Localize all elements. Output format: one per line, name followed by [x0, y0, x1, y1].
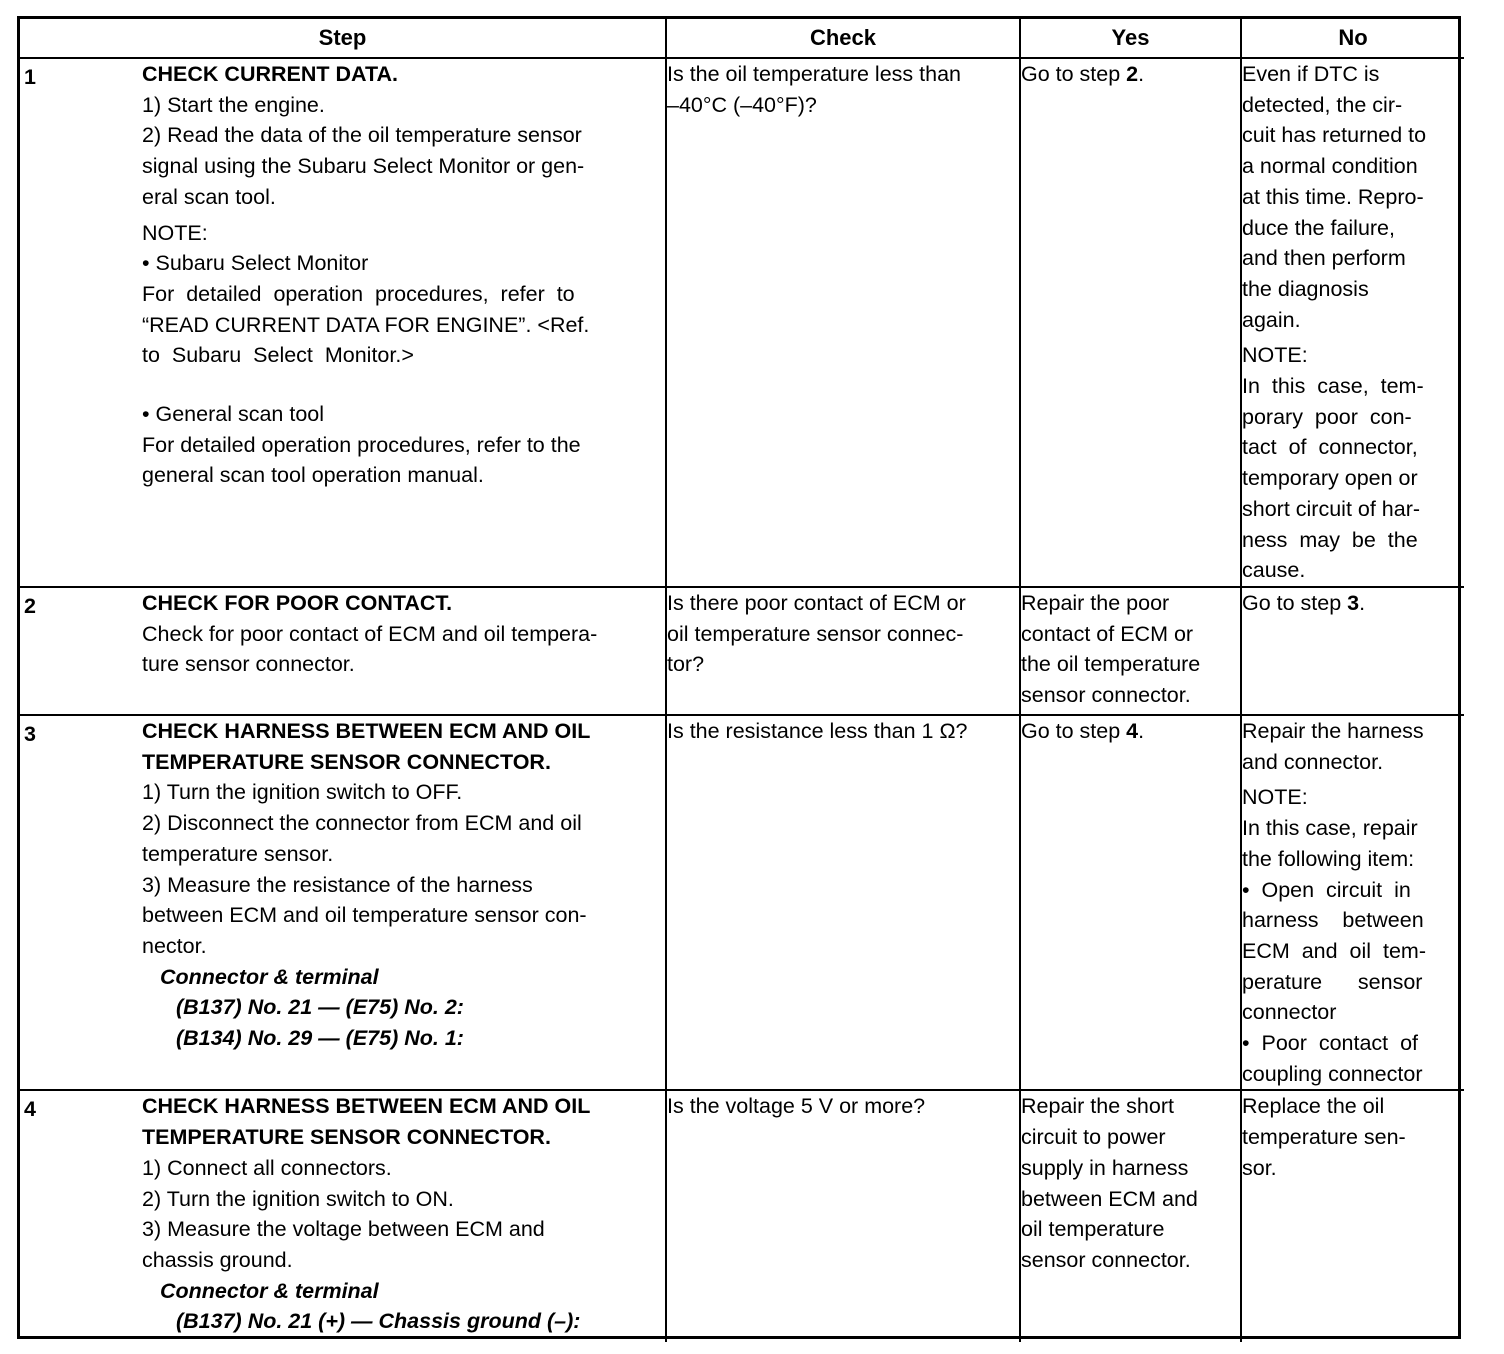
check-cell	[666, 58, 1020, 587]
yes-line: sensor connector.	[1021, 1247, 1191, 1272]
no-line: Repair the harness	[1242, 719, 1424, 743]
step-line: 1) Turn the ignition switch to OFF.	[142, 780, 463, 805]
header-no: No	[1241, 19, 1464, 58]
step-title: TEMPERATURE SENSOR CONNECTOR.	[142, 749, 551, 774]
yes-line: oil temperature	[1021, 1217, 1165, 1242]
diagnostic-table	[17, 16, 1461, 1339]
no-note-line: ness may be the	[1242, 527, 1418, 552]
no-note-line: temporary open or	[1242, 466, 1418, 491]
no-note-line: In this case, tem-	[1242, 374, 1424, 399]
step-number: 1	[24, 65, 36, 89]
yes-line: Repair the poor	[1021, 591, 1170, 615]
step-line: general scan tool operation manual.	[142, 463, 484, 488]
connector-terminal: (B137) No. 21 (+) — Chassis ground (–):	[176, 1309, 581, 1334]
step-line: 3) Measure the voltage between ECM and	[142, 1217, 545, 1242]
step-number: 3	[24, 722, 36, 746]
note-label: NOTE:	[1242, 343, 1308, 368]
table-row	[20, 1090, 1464, 1342]
header-step: Step	[20, 19, 666, 58]
yes-line: circuit to power	[1021, 1125, 1166, 1150]
step-title: CHECK HARNESS BETWEEN ECM AND OIL	[142, 1094, 591, 1119]
step-line: “READ CURRENT DATA FOR ENGINE”. <Ref.	[142, 312, 590, 337]
yes-line: the oil temperature	[1021, 652, 1201, 677]
step-line: eral scan tool.	[142, 184, 276, 209]
no-note-line: short circuit of har-	[1242, 496, 1421, 521]
yes-line: supply in harness	[1021, 1155, 1189, 1180]
no-action: Go to step 3.	[1242, 591, 1366, 615]
bullet-item: • Subaru Select Monitor	[142, 251, 369, 276]
yes-line: Repair the short	[1021, 1094, 1174, 1119]
no-note-line: In this case, repair	[1242, 816, 1418, 841]
step-line: 1) Start the engine.	[142, 92, 325, 117]
step-line: 3) Measure the resistance of the harness	[142, 872, 533, 897]
header-check: Check	[666, 19, 1020, 58]
check-line: Is the resistance less than 1 Ω?	[667, 719, 968, 743]
no-line: Even if DTC is	[1242, 62, 1380, 86]
yes-cell	[1020, 587, 1241, 715]
no-note-line: perature sensor	[1242, 969, 1423, 994]
no-note-line: porary poor con-	[1242, 404, 1412, 429]
no-note-line: coupling connector	[1242, 1061, 1423, 1086]
step-cell	[20, 587, 666, 715]
no-note-line: cause.	[1242, 558, 1306, 583]
no-line: and connector.	[1242, 749, 1384, 774]
no-note-line: ECM and oil tem-	[1242, 938, 1426, 963]
no-cell	[1241, 587, 1464, 715]
step-title: CHECK CURRENT DATA.	[142, 62, 398, 86]
step-cell	[20, 1090, 666, 1342]
no-line: Replace the oil	[1242, 1094, 1385, 1119]
step-number: 4	[24, 1097, 36, 1122]
step-line: between ECM and oil temperature sensor con-	[142, 903, 587, 928]
step-line: signal using the Subaru Select Monitor or gen-	[142, 154, 585, 179]
no-note-line: tact of connector,	[1242, 435, 1418, 460]
no-line: cuit has returned to	[1242, 123, 1427, 148]
check-cell	[666, 587, 1020, 715]
connector-title: Connector & terminal	[160, 1278, 379, 1303]
step-cell	[20, 715, 666, 1090]
no-note-line: • Open circuit in	[1242, 877, 1411, 902]
connector-terminal: (B137) No. 21 — (E75) No. 2:	[176, 995, 464, 1020]
yes-line: between ECM and	[1021, 1186, 1198, 1211]
no-line: temperature sen-	[1242, 1125, 1406, 1150]
check-line: Is the voltage 5 V or more?	[667, 1094, 926, 1119]
note-label: NOTE:	[142, 220, 208, 245]
check-line: tor?	[667, 652, 705, 677]
yes-line: sensor connector.	[1021, 683, 1191, 708]
header-row	[20, 19, 1464, 58]
yes-action: Go to step 4.	[1021, 719, 1145, 743]
yes-cell	[1020, 1090, 1241, 1342]
check-line: Is the oil temperature less than	[667, 62, 961, 86]
step-line: For detailed operation procedures, refer to the	[142, 432, 581, 457]
table-row	[20, 587, 1464, 715]
step-line: nector.	[142, 933, 207, 958]
step-line: For detailed operation procedures, refer to	[142, 281, 575, 306]
step-line: Check for poor contact of ECM and oil tempera-	[142, 621, 598, 646]
check-line: oil temperature sensor connec-	[667, 621, 964, 646]
no-line: sor.	[1242, 1155, 1277, 1180]
no-line: the diagnosis	[1242, 276, 1369, 301]
no-note-line: the following item:	[1242, 846, 1415, 871]
step-title: CHECK HARNESS BETWEEN ECM AND OIL	[142, 719, 591, 743]
check-line: Is there poor contact of ECM or	[667, 591, 966, 615]
header-yes: Yes	[1020, 19, 1241, 58]
step-title: CHECK FOR POOR CONTACT.	[142, 591, 453, 615]
step-line: 1) Connect all connectors.	[142, 1155, 392, 1180]
yes-cell	[1020, 58, 1241, 587]
bullet-item: • General scan tool	[142, 402, 325, 427]
connector-terminal: (B134) No. 29 — (E75) No. 1:	[176, 1026, 464, 1051]
step-line: 2) Read the data of the oil temperature sensor	[142, 123, 582, 148]
no-line: and then perform	[1242, 246, 1406, 271]
check-cell	[666, 1090, 1020, 1342]
yes-cell	[1020, 715, 1241, 1090]
step-line: temperature sensor.	[142, 841, 334, 866]
check-cell	[666, 715, 1020, 1090]
step-number: 2	[24, 594, 36, 618]
step-cell	[20, 58, 666, 587]
check-line: –40°C (–40°F)?	[667, 92, 817, 117]
table-row	[20, 58, 1464, 587]
yes-line: contact of ECM or	[1021, 621, 1194, 646]
no-cell	[1241, 715, 1464, 1090]
no-line: again.	[1242, 307, 1301, 332]
step-title: TEMPERATURE SENSOR CONNECTOR.	[142, 1125, 551, 1150]
step-line: to Subaru Select Monitor.>	[142, 343, 414, 368]
step-line: 2) Disconnect the connector from ECM and oil	[142, 811, 582, 836]
table-row	[20, 715, 1464, 1090]
no-note-line: • Poor contact of	[1242, 1031, 1419, 1056]
no-line: duce the failure,	[1242, 215, 1395, 240]
no-note-line: harness between	[1242, 908, 1424, 933]
no-cell	[1241, 1090, 1464, 1342]
no-line: at this time. Repro-	[1242, 184, 1424, 209]
yes-action: Go to step 2.	[1021, 62, 1145, 86]
no-line: detected, the cir-	[1242, 92, 1403, 117]
note-label: NOTE:	[1242, 785, 1308, 810]
step-line: ture sensor connector.	[142, 652, 355, 677]
no-cell	[1241, 58, 1464, 587]
step-line: chassis ground.	[142, 1247, 293, 1272]
connector-title: Connector & terminal	[160, 964, 379, 989]
no-line: a normal condition	[1242, 154, 1418, 179]
no-note-line: connector	[1242, 1000, 1337, 1025]
step-line: 2) Turn the ignition switch to ON.	[142, 1186, 454, 1211]
